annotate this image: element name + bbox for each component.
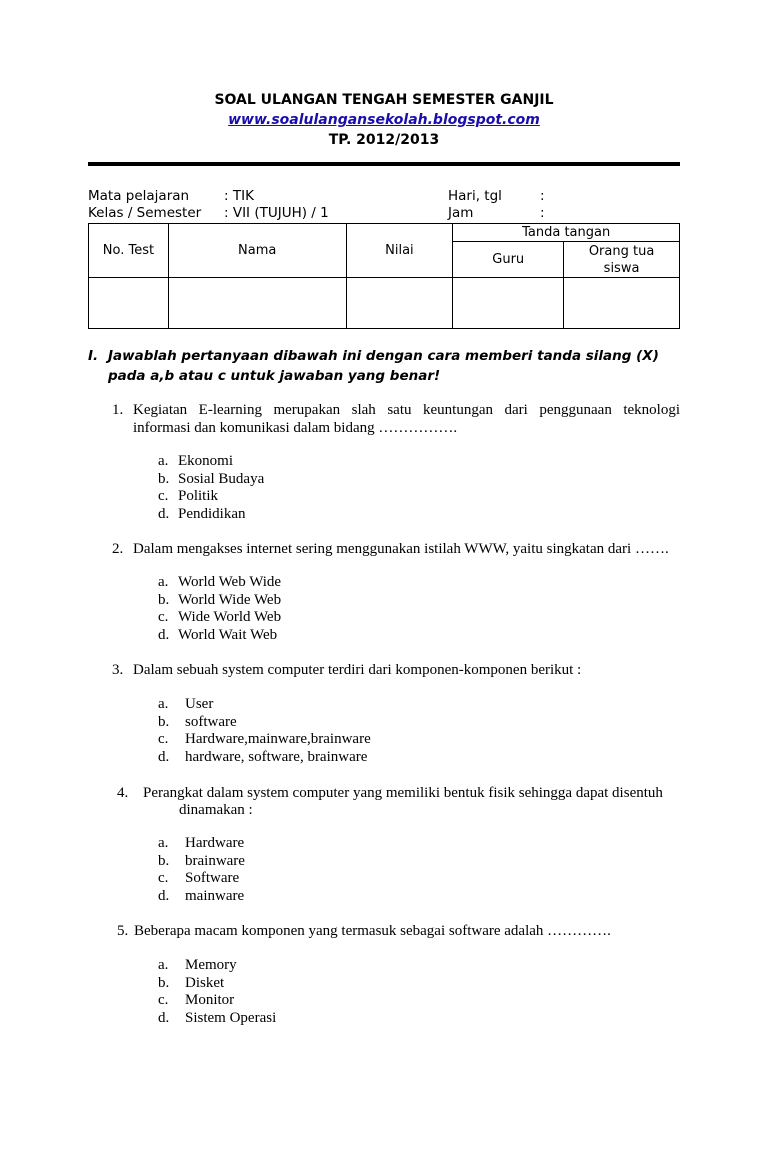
parent-header: Orang tua siswa	[564, 242, 680, 278]
answer-option[interactable]: b. software	[158, 713, 237, 730]
answer-option[interactable]: c. Hardware,mainware,brainware	[158, 731, 371, 747]
answer-option[interactable]: a. Memory	[158, 957, 237, 973]
class-value: : VII (TUJUH) / 1	[224, 205, 329, 221]
answer-option[interactable]: b. brainware	[158, 852, 245, 869]
answer-option[interactable]: d. hardware, software, brainware	[158, 748, 368, 765]
answer-option[interactable]: a. World Web Wide	[158, 574, 282, 590]
question-number: 4.	[117, 785, 129, 801]
question-number: 1.	[112, 402, 124, 418]
answer-option[interactable]: b. Disket	[158, 974, 225, 991]
answer-option[interactable]: d. World Wait Web	[158, 626, 278, 643]
instruction-text: Jawablah pertanyaan dibawah ini dengan cara memberi tanda silang (X) pada a,b atau c untuk jawaban yang benar!	[108, 348, 659, 384]
answer-option[interactable]: d. Sistem Operasi	[158, 1009, 277, 1026]
answer-option[interactable]: b. World Wide Web	[158, 591, 282, 608]
score-header: Nilai	[346, 224, 453, 278]
date-value: :	[540, 188, 545, 204]
school-year: TP. 2012/2013	[328, 132, 440, 148]
no-test-cell[interactable]	[89, 278, 169, 329]
parent-signature-cell[interactable]	[564, 278, 680, 329]
time-value: :	[540, 205, 545, 221]
signature-header: Tanda tangan	[453, 224, 680, 242]
answer-option[interactable]: c. Monitor	[158, 992, 235, 1008]
source-url-link[interactable]: www.soalulangansekolah.blogspot.com	[228, 112, 540, 128]
answer-option[interactable]: a. User	[158, 696, 214, 712]
question-text: Beberapa macam komponen yang termasuk sebagai software adalah ………….	[134, 923, 611, 939]
name-header: Nama	[168, 224, 346, 278]
no-test-header: No. Test	[89, 224, 169, 278]
score-cell[interactable]	[346, 278, 453, 329]
question-number: 5.	[117, 923, 129, 939]
subject-value: : TIK	[224, 188, 254, 204]
answer-option[interactable]: c. Politik	[158, 488, 219, 504]
question-text: Perangkat dalam system computer yang memiliki bentuk fisik sehingga dapat disentuh	[143, 785, 663, 801]
time-label: Jam	[448, 205, 474, 221]
answer-option[interactable]: a. Hardware	[158, 835, 245, 851]
question-text-continued: informasi dan komunikasi dalam bidang …………….	[133, 420, 458, 436]
subject-label: Mata pelajaran	[88, 188, 190, 204]
section-instruction	[88, 346, 688, 386]
question-text: Dalam sebuah system computer terdiri dari komponen-komponen berikut :	[133, 662, 582, 678]
class-label: Kelas / Semester	[88, 205, 202, 221]
name-cell[interactable]	[168, 278, 346, 329]
teacher-signature-cell[interactable]	[453, 278, 564, 329]
answer-option[interactable]: c. Wide World Web	[158, 609, 282, 625]
exam-title: SOAL ULANGAN TENGAH SEMESTER GANJIL	[214, 92, 554, 108]
answer-option[interactable]: c. Software	[158, 870, 240, 886]
question-text: Kegiatan E-learning merupakan slah satu keuntungan dari penggunaan teknologi	[133, 402, 680, 418]
question-text-continued: dinamakan :	[179, 802, 253, 818]
answer-option[interactable]: d. mainware	[158, 887, 245, 904]
section-number: I.	[88, 348, 99, 364]
answer-option[interactable]: d. Pendidikan	[158, 505, 246, 522]
score-table	[88, 223, 680, 329]
date-label: Hari, tgl	[448, 188, 502, 204]
answer-option[interactable]: a. Ekonomi	[158, 453, 233, 469]
question-number: 3.	[112, 662, 124, 678]
question-number: 2.	[112, 541, 124, 557]
question-text: Dalam mengakses internet sering menggunakan istilah WWW, yaitu singkatan dari …….	[133, 541, 669, 557]
answer-option[interactable]: b. Sosial Budaya	[158, 470, 265, 487]
header-divider	[88, 162, 680, 166]
teacher-header: Guru	[453, 242, 564, 278]
